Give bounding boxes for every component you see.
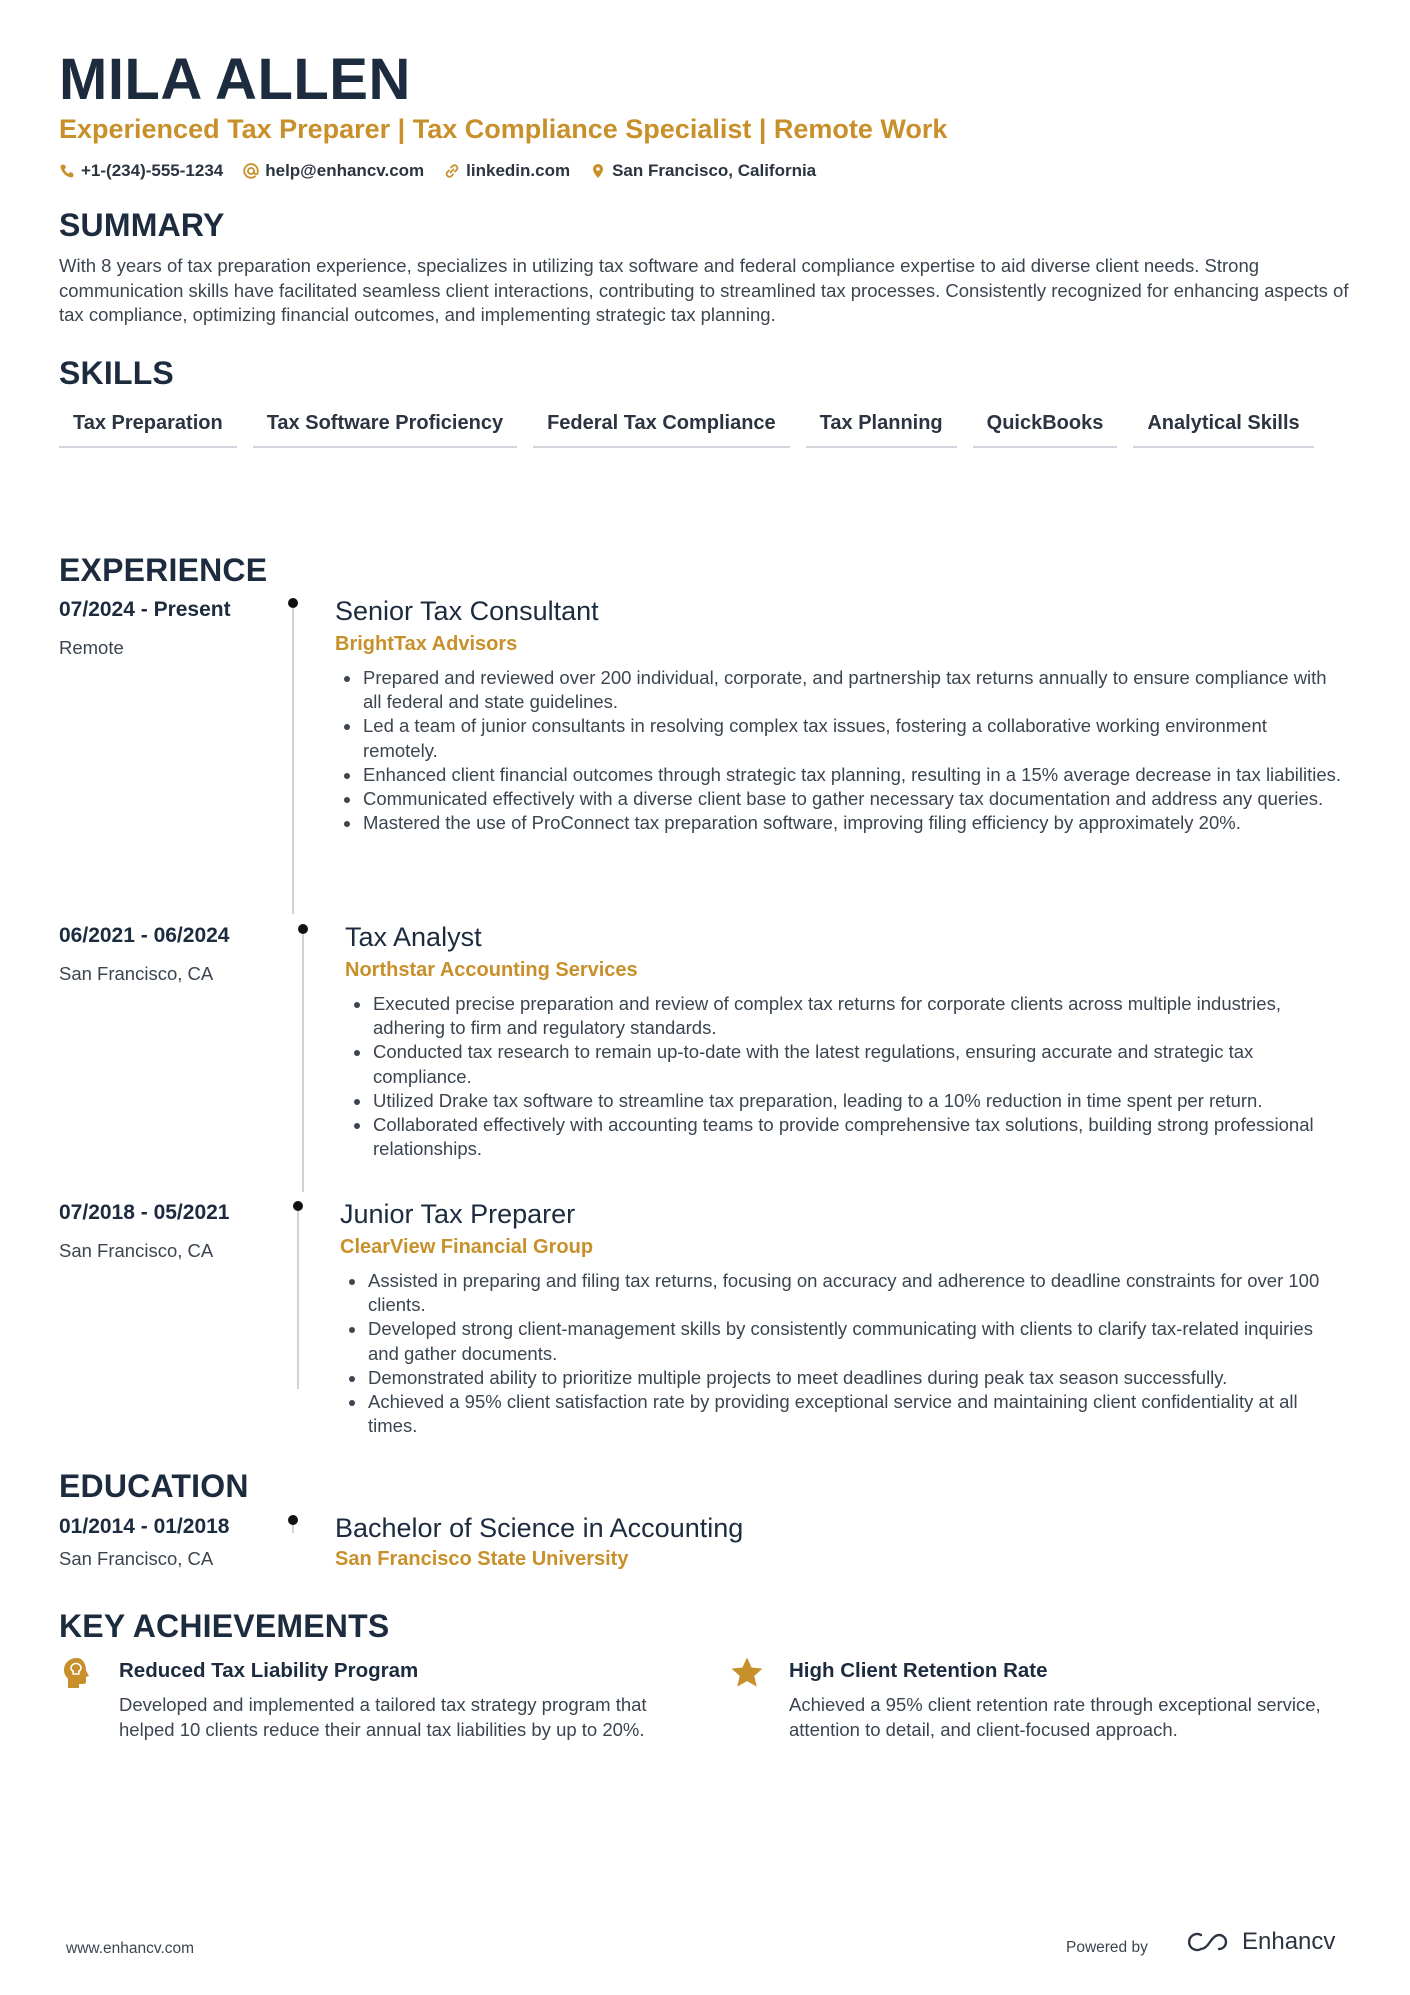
job-bullets: [345, 992, 1345, 1161]
star-icon: [729, 1655, 765, 1691]
education-location: San Francisco, CA: [59, 1548, 214, 1569]
email-text: help@enhancv.com: [265, 161, 425, 180]
bullet-item: Enhanced client financial outcomes through strategic tax planning, resulting in a 15% average decrease in tax liabilities.: [335, 763, 1345, 787]
job-meta: [59, 922, 299, 987]
job-location: San Francisco, CA: [59, 1240, 214, 1261]
timeline-dot: [288, 1515, 298, 1525]
contact-linkedin[interactable]: [444, 158, 570, 184]
school-name: San Francisco State University: [335, 1548, 629, 1570]
education-dates: 01/2014 - 01/2018: [59, 1515, 230, 1538]
job-entry: [335, 594, 1345, 835]
candidate-name: MILA ALLEN: [59, 47, 411, 112]
timeline-dot: [298, 924, 308, 934]
education-entry: [335, 1511, 1335, 1573]
contact-phone[interactable]: [59, 158, 223, 184]
skill-tag: Tax Software Proficiency: [253, 404, 517, 448]
achievement-description: Achieved a 95% client retention rate through exceptional service, attention to detail, and client-focused approach.: [789, 1694, 1321, 1740]
footer-website[interactable]: www.enhancv.com: [66, 1940, 195, 1957]
timeline-line: [297, 1211, 299, 1389]
job-dates: 07/2018 - 05/2021: [59, 1201, 230, 1224]
skill-tag: Analytical Skills: [1133, 404, 1313, 448]
bullet-item: Conducted tax research to remain up-to-date with the latest regulations, ensuring accurate and strategic tax compliance.: [345, 1040, 1345, 1088]
timeline-dot: [288, 598, 298, 608]
education-meta: [59, 1513, 299, 1572]
job-bullets: [335, 666, 1345, 835]
brain-head-icon: [59, 1655, 95, 1691]
bullet-item: Collaborated effectively with accounting teams to provide comprehensive tax solutions, building strong professional relationships.: [345, 1113, 1345, 1161]
job-location: San Francisco, CA: [59, 963, 214, 984]
company-name: ClearView Financial Group: [340, 1236, 594, 1258]
bullet-item: Mastered the use of ProConnect tax preparation software, improving filing efficiency by approximately 20%.: [335, 811, 1345, 835]
job-entry: [345, 920, 1345, 1161]
bullet-item: Led a team of junior consultants in resolving complex tax issues, fostering a collaborative working environment remotely.: [335, 714, 1345, 762]
bullet-item: Demonstrated ability to prioritize multiple projects to meet deadlines during peak tax season successfully.: [340, 1366, 1345, 1390]
timeline-line: [292, 1525, 294, 1533]
skill-tag: Tax Planning: [806, 404, 957, 448]
degree-title: Bachelor of Science in Accounting: [335, 1513, 744, 1543]
phone-text: +1-(234)-555-1234: [81, 161, 224, 180]
job-title: Tax Analyst: [345, 922, 482, 952]
at-sign-icon: [243, 163, 259, 179]
bullet-item: Communicated effectively with a diverse client base to gather necessary tax documentation and address any queries.: [335, 787, 1345, 811]
timeline-line: [292, 608, 294, 914]
job-meta: [59, 1199, 299, 1264]
job-title: Junior Tax Preparer: [340, 1199, 576, 1229]
job-dates: 07/2024 - Present: [59, 598, 231, 621]
company-name: Northstar Accounting Services: [345, 959, 638, 981]
bullet-item: Prepared and reviewed over 200 individual, corporate, and partnership tax returns annually to ensure compliance with all federal and state guidelines.: [335, 666, 1345, 714]
achievement-title: High Client Retention Rate: [789, 1659, 1048, 1682]
location-text: San Francisco, California: [612, 161, 817, 180]
job-location: Remote: [59, 637, 124, 658]
education-heading: EDUCATION: [59, 1468, 249, 1504]
job-meta: [59, 596, 299, 661]
contact-email[interactable]: [243, 158, 424, 184]
skill-tag: Federal Tax Compliance: [533, 404, 790, 448]
skill-tag: Tax Preparation: [59, 404, 237, 448]
timeline-line: [302, 934, 304, 1192]
location-pin-icon: [590, 163, 606, 179]
bullet-item: Assisted in preparing and filing tax returns, focusing on accuracy and adherence to deadline constraints for over 100 clients.: [340, 1269, 1345, 1317]
achievements-heading: KEY ACHIEVEMENTS: [59, 1608, 390, 1644]
headline: Experienced Tax Preparer | Tax Compliance Specialist | Remote Work: [59, 114, 948, 144]
experience-heading: EXPERIENCE: [59, 552, 268, 588]
bullet-item: Executed precise preparation and review of complex tax returns for corporate clients across multiple industries, adhering to firm and regulatory standards.: [345, 992, 1345, 1040]
contact-location: [590, 158, 816, 184]
job-title: Senior Tax Consultant: [335, 596, 599, 626]
summary-text: With 8 years of tax preparation experience, specializes in utilizing tax software and federal compliance expertise to aid diverse client needs. Strong communication skills have facilitated seamless client interactions, contributing to streamlined tax processes. Consistently recognized for enhancing aspects of tax compliance, optimizing financial outcomes, and implementing strategic tax planning.: [59, 255, 1349, 325]
summary-heading: SUMMARY: [59, 207, 225, 243]
link-icon: [444, 163, 460, 179]
phone-icon: [59, 163, 75, 179]
skill-tag: QuickBooks: [973, 404, 1118, 448]
job-dates: 06/2021 - 06/2024: [59, 924, 230, 947]
bullet-item: Achieved a 95% client satisfaction rate by providing exceptional service and maintaining client confidentiality at all times.: [340, 1390, 1345, 1438]
bullet-item: Utilized Drake tax software to streamline tax preparation, leading to a 10% reduction in time spent per return.: [345, 1089, 1345, 1113]
job-bullets: [340, 1269, 1345, 1438]
achievement-description: Developed and implemented a tailored tax strategy program that helped 10 clients reduce their annual tax liabilities by up to 20%.: [119, 1694, 647, 1740]
enhancv-logo[interactable]: [1186, 1928, 1335, 1956]
skills-list: [59, 404, 1339, 448]
bullet-item: Developed strong client-management skills by consistently communicating with clients to clarify tax-related inquiries and gather documents.: [340, 1317, 1345, 1365]
enhancv-brand-text: Enhancv: [1242, 1928, 1336, 1955]
skills-heading: SKILLS: [59, 355, 174, 391]
timeline-dot: [293, 1201, 303, 1211]
footer-powered-by: Powered by: [1066, 1939, 1148, 1956]
contact-row: [59, 158, 816, 184]
linkedin-text: linkedin.com: [466, 161, 571, 180]
job-entry: [340, 1197, 1345, 1438]
enhancv-logo-icon: [1186, 1929, 1234, 1955]
achievement-title: Reduced Tax Liability Program: [119, 1659, 419, 1682]
company-name: BrightTax Advisors: [335, 633, 518, 655]
